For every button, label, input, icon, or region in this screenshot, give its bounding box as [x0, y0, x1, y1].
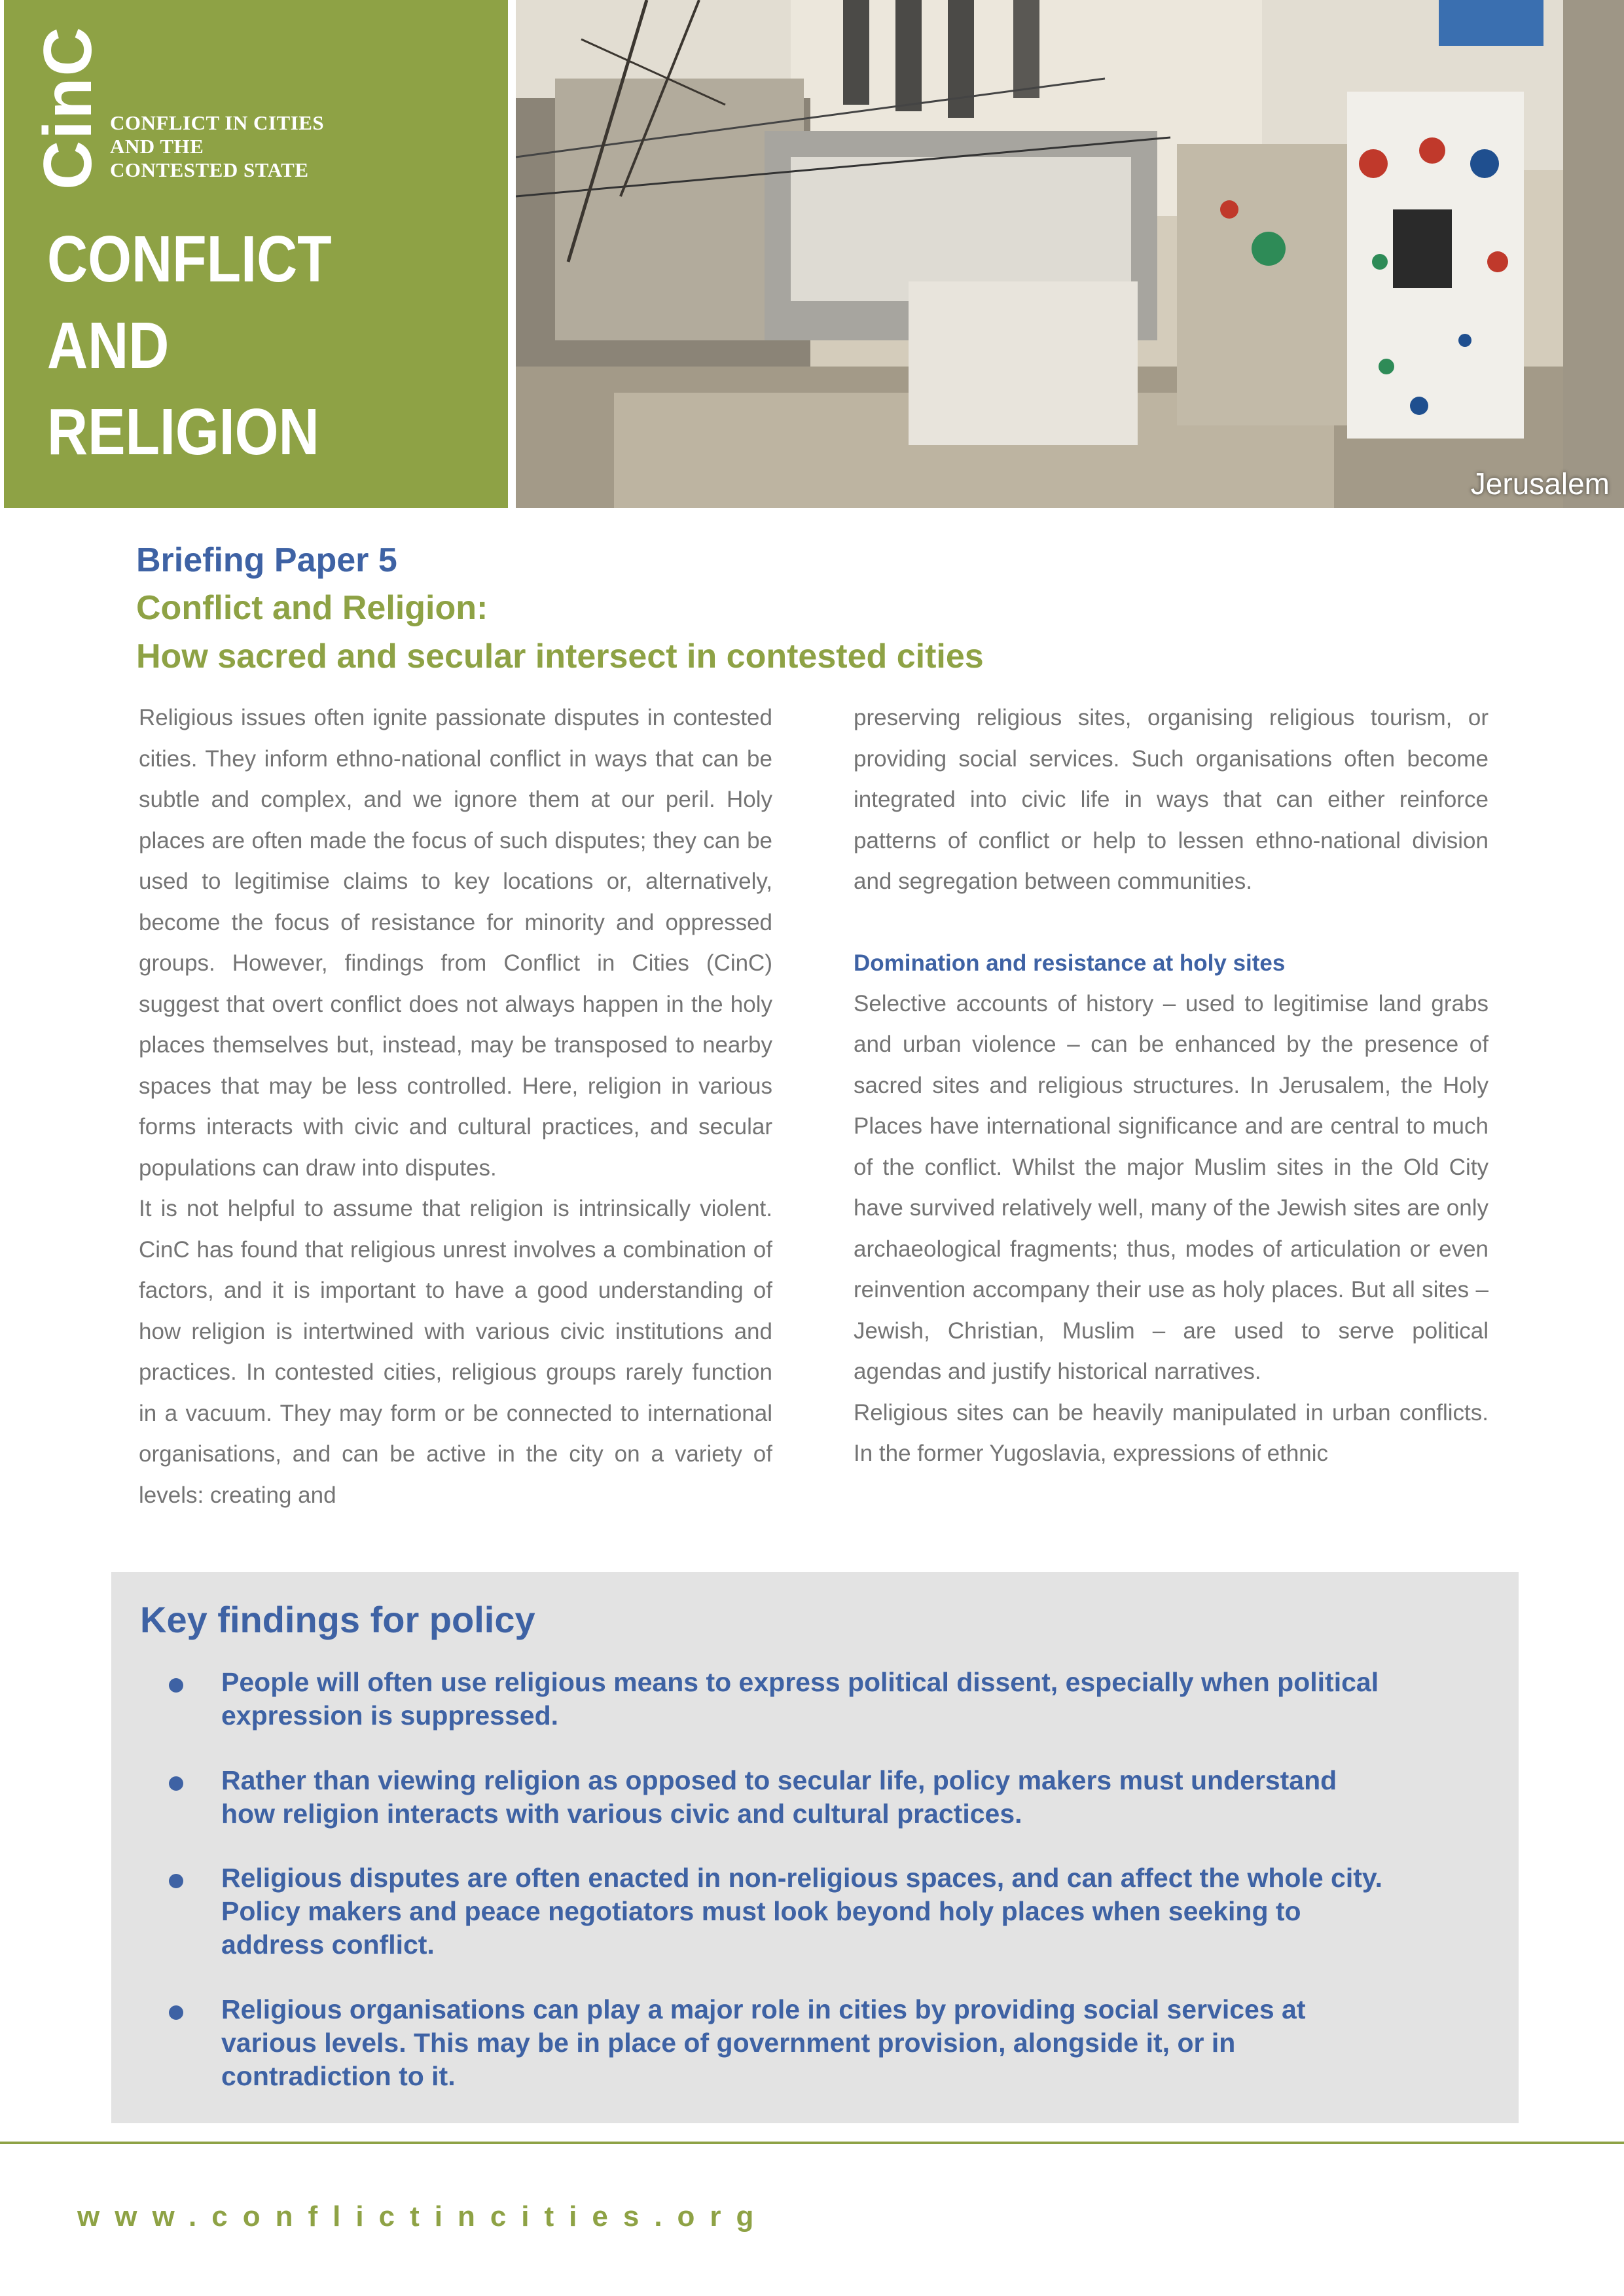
finding-line: Religious disputes are often enacted in non-religious spaces, and can affect the whole city.: [221, 1863, 1383, 1893]
finding-line: People will often use religious means to express political dissent, especially when political: [221, 1667, 1379, 1697]
body-paragraph: Religious sites can be heavily manipulated in urban conflicts. In the former Yugoslavia, expressions of ethnic: [854, 1399, 1489, 1466]
footer-divider: [0, 2142, 1624, 2144]
logo-subtitle: [110, 111, 324, 182]
section-heading: Domination and resistance at holy sites: [854, 950, 1286, 976]
title-panel: [4, 0, 508, 508]
jerusalem-photo: [516, 0, 1624, 508]
panel-title: [47, 216, 332, 475]
finding-line: Religious organisations can play a major role in cities by providing social services at: [221, 1994, 1306, 2024]
finding-item: [221, 1666, 1452, 1732]
body-paragraph: Religious issues often ignite passionate disputes in contested cities. They inform ethno-national conflict in ways that can be subtle and complex, and we ignore them at our peril. Holy places are often made the focus of such disputes; they can be used to legitimise claims to key locations or, alternatively, become the focus of resistance for minority and oppressed groups. However, findings from Conflict in Cities (CinC) suggest that overt conflict does not always happen in the holy places themselves but, instead, may be transposed to nearby spaces that may be less controlled. Here, religion in various forms interacts with civic and cultural practices, and secular populations can draw into disputes.: [139, 705, 772, 1181]
logo-subtitle-line: AND THE: [110, 135, 204, 158]
panel-title-line: RELIGION: [47, 395, 319, 469]
paragraph-spacer: [854, 903, 1489, 943]
panel-title-line: CONFLICT: [47, 223, 332, 296]
body-paragraph: Selective accounts of history – used to legitimise land grabs and urban violence – can be enhanced by the presence of sacred sites and religious structures. In Jerusalem, the Holy Places have international significance and are central to much of the conflict. Whilst the major Muslim sites in the Old City have survived relatively well, many of the Jewish sites are only archaeological fragments; thus, modes of articulation or even reinvention accompany their use as holy places. But all sites – Jewish, Christian, Muslim – are used to serve political agendas and justify historical narratives.: [854, 990, 1489, 1384]
bullet-icon: [169, 1678, 183, 1693]
photo-caption: Jerusalem: [1470, 467, 1610, 501]
footer-website-link[interactable]: www.conflictincities.org: [77, 2200, 769, 2233]
logo-subtitle-line: CONFLICT IN CITIES: [110, 111, 325, 134]
finding-line: contradiction to it.: [221, 2061, 456, 2091]
logo-subtitle-line: CONTESTED STATE: [110, 158, 309, 181]
bullet-icon: [169, 1776, 183, 1791]
bullet-icon: [169, 1874, 183, 1888]
finding-item: [221, 1764, 1452, 1831]
finding-item: [221, 1861, 1452, 1962]
briefing-label: Briefing Paper 5: [136, 541, 397, 579]
body-paragraph: It is not helpful to assume that religion is intrinsically violent. CinC has found that religious unrest involves a combination of factors, and it is important to have a good understanding of how religion is intertwined with various civic institutions and practices. In contested cities, religious groups rarely function in a vacuum. They may form or be connected to international organisations, and can be active in the city on a variety of levels: creating and: [139, 1196, 772, 1508]
body-column-left: [139, 698, 772, 1516]
body-column-right: [854, 698, 1489, 1475]
finding-line: address conflict.: [221, 1929, 435, 1960]
briefing-heading: [136, 537, 984, 681]
finding-line: expression is suppressed.: [221, 1700, 559, 1731]
finding-item: [221, 1993, 1452, 2093]
panel-title-line: AND: [47, 309, 170, 382]
finding-line: Rather than viewing religion as opposed to secular life, policy makers must understand: [221, 1765, 1337, 1795]
finding-line: how religion interacts with various civic and cultural practices.: [221, 1799, 1022, 1829]
briefing-title-line1: Conflict and Religion:: [136, 589, 488, 627]
finding-line: various levels. This may be in place of government provision, alongside it, or in: [221, 2028, 1236, 2058]
body-paragraph: preserving religious sites, organising religious tourism, or providing social services. Such organisations often become integrated into civic life in ways that can either reinforce patterns of conflict or help to lessen ethno-national division and segregation between communities.: [854, 705, 1489, 894]
bullet-icon: [169, 2005, 183, 2020]
cinc-logo: CinC: [30, 26, 106, 190]
finding-line: Policy makers and peace negotiators must look beyond holy places when seeking to: [221, 1896, 1301, 1926]
briefing-title-line2: How sacred and secular intersect in contested cities: [136, 637, 984, 675]
photo-illustration: [516, 0, 1624, 508]
key-findings-title: Key findings for policy: [140, 1599, 535, 1640]
